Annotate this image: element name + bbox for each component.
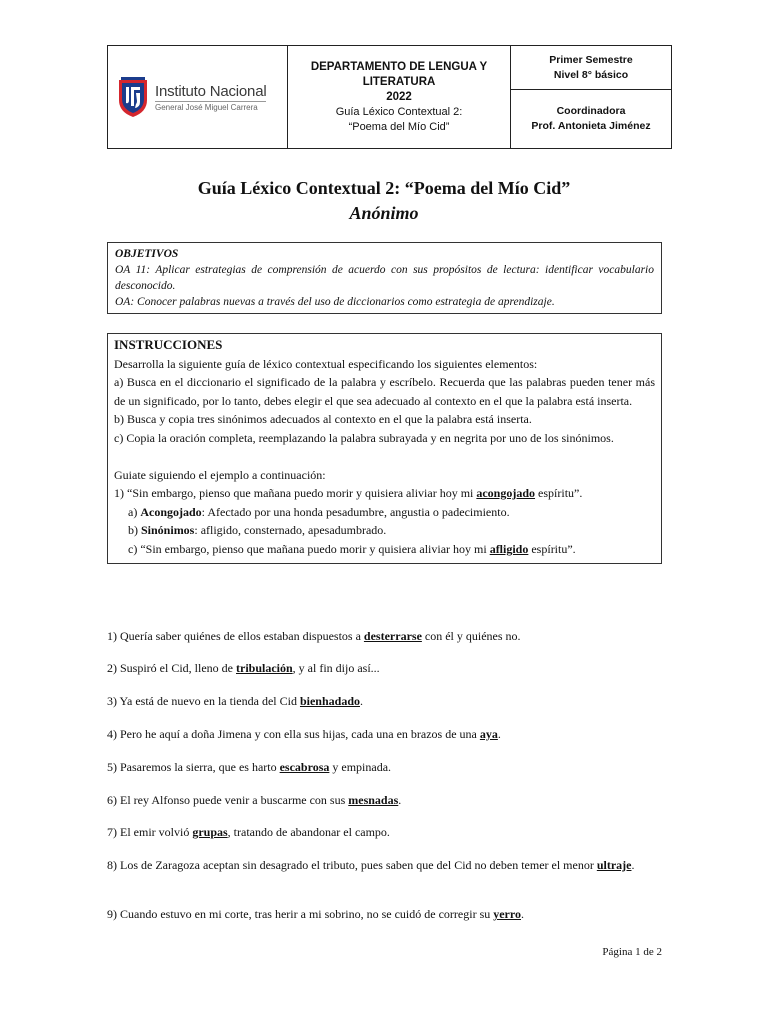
objectives-heading: OBJETIVOS xyxy=(115,248,179,260)
author: Anónimo xyxy=(349,203,419,223)
question-6-word: mesnadas xyxy=(348,793,399,807)
logo-name: Instituto Nacional xyxy=(155,82,267,100)
instruction-c: c) Copia la oración completa, reemplazando la palabra subrayada y en negrita por uno de los sinónimos. xyxy=(114,430,614,445)
question-3: 3) Ya está de nuevo en la tienda del Cid bienhadado. xyxy=(107,694,363,708)
instruction-b: b) Busca y copia tres sinónimos adecuados al contexto en el que la palabra está inserta. xyxy=(114,412,532,427)
question-9-word: yerro xyxy=(493,907,521,921)
level: Nivel 8° básico xyxy=(553,68,629,81)
question-1: 1) Quería saber quiénes de ellos estaban dispuestos a desterrarse con él y quiénes no. xyxy=(107,629,521,643)
coordinator-box xyxy=(511,90,671,148)
question-5: 5) Pasaremos la sierra, que es harto escabrosa y empinada. xyxy=(107,760,392,774)
institute-logo-icon xyxy=(116,76,150,118)
question-4: 4) Pero he aquí a doña Jimena y con ella sus hijas, cada una en brazos de una aya. xyxy=(107,727,501,741)
question-1-word: desterrarse xyxy=(363,629,422,643)
example-keyword: acongojado xyxy=(476,486,536,501)
question-8: 8) Los de Zaragoza aceptan sin desagrado el tributo, pues saben que del Cid no deben temer el menor ultraje. xyxy=(107,858,635,872)
coordinator-title: Coordinadora xyxy=(556,105,626,117)
info-cell xyxy=(511,46,671,148)
question-4-word: aya xyxy=(479,727,498,741)
example-c-word: afligido xyxy=(489,541,529,556)
objective-oa: OA: Conocer palabras nuevas a través del uso de diccionarios como estrategia de aprendizaje. xyxy=(115,296,555,308)
objective-oa11: OA 11: Aplicar estrategias de comprensión de acuerdo con sus propósitos de lectura: identificar vocabulario desconocido. xyxy=(115,264,654,292)
example-c: c) “Sin embargo, pienso que mañana puedo morir y quisiera aliviar hoy mi afligido espíritu”. xyxy=(128,541,576,556)
objectives-box xyxy=(107,242,662,314)
instructions-intro: Desarrolla la siguiente guía de léxico contextual especificando los siguientes elementos: xyxy=(114,356,538,371)
example-sentence: 1) “Sin embargo, pienso que mañana puedo morir y quisiera aliviar hoy mi acongojado espíritu”. xyxy=(114,486,583,501)
question-7-word: grupas xyxy=(192,825,228,839)
semester-box xyxy=(511,46,671,90)
question-2: 2) Suspiró el Cid, lleno de tribulación, y al fin dijo así... xyxy=(107,661,380,675)
instructions-box xyxy=(107,333,662,564)
instructions-heading: INSTRUCCIONES xyxy=(114,337,223,352)
question-8-word: ultraje xyxy=(596,858,632,872)
question-7: 7) El emir volvió grupas, tratando de abandonar el campo. xyxy=(107,825,390,839)
instruction-a: a) Busca en el diccionario el significado de la palabra y escríbelo. Recuerda que las palabras pueden tener más de un significado, por lo tanto, debes elegir el que sea adecuado al contexto en el que la palabra está inserta. xyxy=(114,375,655,408)
example-a-word: Acongojado xyxy=(140,504,202,519)
department-line-1: DEPARTAMENTO DE LENGUA Y xyxy=(310,60,488,73)
question-9: 9) Cuando estuvo en mi corte, tras herir a mi sobrino, no se cuidó de corregir su yerro. xyxy=(107,907,524,921)
question-5-word: escabrosa xyxy=(279,760,330,774)
coordinator-name: Prof. Antonieta Jiménez xyxy=(531,120,651,132)
question-2-word: tribulación xyxy=(236,661,293,675)
example-intro: Guiate siguiendo el ejemplo a continuación: xyxy=(114,467,326,482)
question-3-word: bienhadado xyxy=(299,694,360,708)
year: 2022 xyxy=(386,90,412,103)
page-number: Página 1 de 2 xyxy=(602,946,662,958)
example-a: a) Acongojado: Afectado por una honda pesadumbre, angustia o padecimiento. xyxy=(128,504,510,519)
logo-subtitle: General José Miguel Carrera xyxy=(155,101,266,112)
department-cell xyxy=(288,46,511,148)
guide-line-2: “Poema del Mío Cid” xyxy=(348,120,450,133)
semester: Primer Semestre xyxy=(549,53,633,66)
question-6: 6) El rey Alfonso puede venir a buscarme con sus mesnadas. xyxy=(107,793,402,807)
guide-line-1: Guía Léxico Contextual 2: xyxy=(335,105,463,118)
header-table xyxy=(107,45,672,149)
example-b: b) Sinónimos: afligido, consternado, apesadumbrado. xyxy=(128,523,387,538)
page-title: Guía Léxico Contextual 2: “Poema del Mío Cid” xyxy=(197,178,571,198)
department-line-2: LITERATURA xyxy=(362,75,436,88)
logo-cell xyxy=(108,46,288,148)
example-b-word: Sinónimos xyxy=(141,523,195,538)
